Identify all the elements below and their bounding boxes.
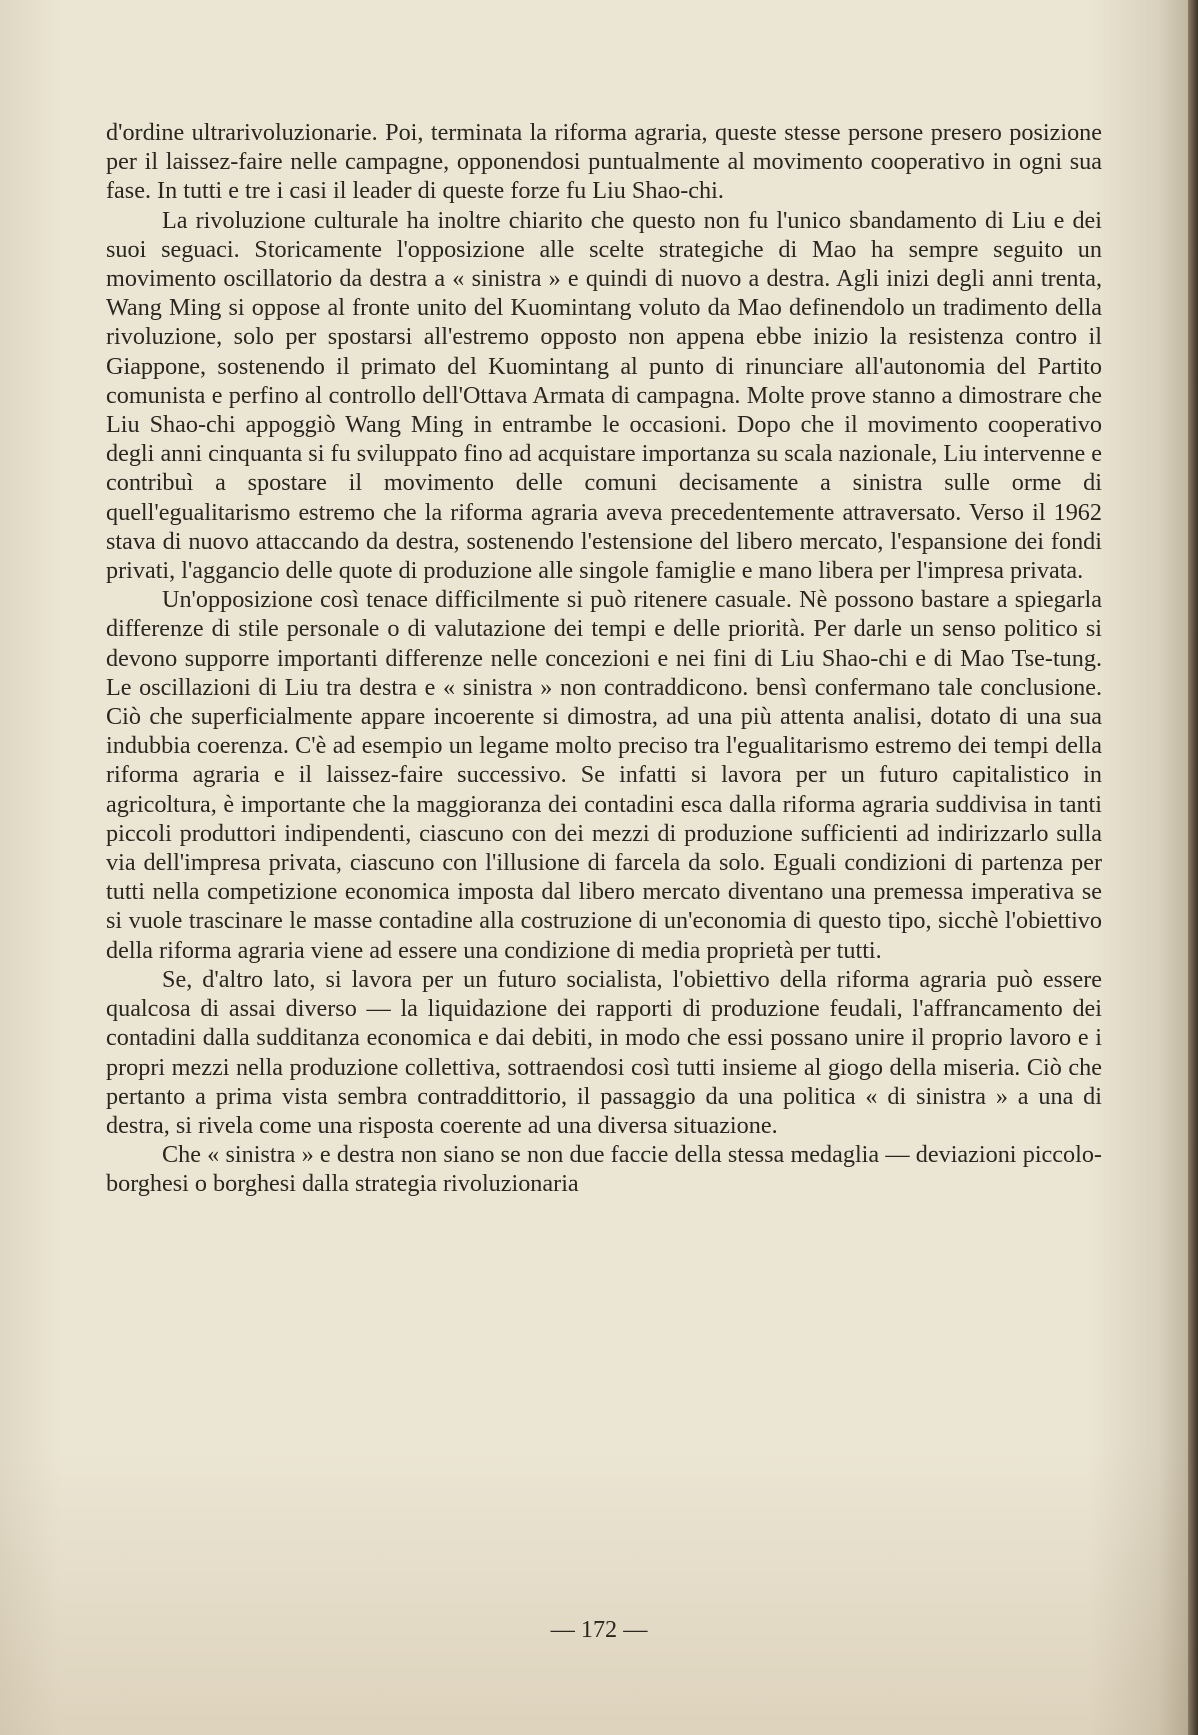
paragraph-2: La rivoluzione culturale ha inoltre chiarito che questo non fu l'unico sbandamento di Liu e dei suoi seguaci. Storicamente l'opposizione alle scelte strategiche di Mao ha sempre seguito un movimento oscillatorio da destra a « sinistra » e quindi di nuovo a destra. Agli inizi degli anni trenta, Wang Ming si oppose al fronte unito del Kuomintang voluto da Mao definendolo un tradimento della rivoluzione, solo per spostarsi all'estremo opposto non appena ebbe inizio la resistenza contro il Giappone, sostenendo il primato del Kuomintang al punto di rinunciare all'autonomia del Partito comunista e perfino al controllo dell'Ottava Armata di campagna. Molte prove stanno a dimostrare che Liu Shao-chi appoggiò Wang Ming in entrambe le occasioni. Dopo che il movimento cooperativo degli anni cinquanta si fu sviluppato fino ad acquistare importanza su scala nazionale, Liu intervenne e contribuì a spostare il movimento delle comuni decisamente a sinistra sulle orme di quell'egualitarismo estremo che la riforma agraria aveva precedentemente attraversato. Verso il 1962 stava di nuovo attaccando da destra, sostenendo l'estensione del libero mercato, l'espansione dei fondi privati, l'aggancio delle quote di produzione alle singole famiglie e mano libera per l'impresa privata. [106,206,1102,585]
paragraph-1: d'ordine ultrarivoluzionarie. Poi, terminata la riforma agraria, queste stesse persone presero posizione per il laissez-faire nelle campagne, opponendosi puntualmente al movimento cooperativo in ogni sua fase. In tutti e tre i casi il leader di queste forze fu Liu Shao-chi. [106,119,1102,205]
page-edge-shadow [1188,0,1198,1735]
body-text [106,118,1102,1199]
page-number: — 172 — [550,1616,648,1643]
paragraph-3: Un'opposizione così tenace difficilmente si può ritenere casuale. Nè possono bastare a spiegarla differenze di stile personale o di valutazione dei tempi e delle priorità. Per darle un senso politico si devono supporre importanti differenze nelle concezioni e nei fini di Liu Shao-chi e di Mao Tse-tung. Le oscillazioni di Liu tra destra e « sinistra » non contraddicono. bensì confermano tale conclusione. Ciò che superficialmente appare incoerente si dimostra, ad una più attenta analisi, dotato di una sua indubbia coerenza. C'è ad esempio un legame molto preciso tra l'egualitarismo estremo dei tempi della riforma agraria e il laissez-faire successivo. Se infatti si lavora per un futuro capitalistico in agricoltura, è importante che la maggioranza dei contadini esca dalla riforma agraria suddivisa in tanti piccoli produttori indipendenti, ciascuno con dei mezzi di produzione sufficienti ad indirizzarlo sulla via dell'impresa privata, ciascuno con l'illusione di farcela da solo. Eguali condizioni di partenza per tutti nella competizione economica imposta dal libero mercato diventano una premessa imperativa se si vuole trascinare le masse contadine alla costruzione di un'economia di questo tipo, sicchè l'obiettivo della riforma agraria viene ad essere una condizione di media proprietà per tutti. [106,586,1102,964]
paragraph-4: Se, d'altro lato, si lavora per un futuro socialista, l'obiettivo della riforma agraria può essere qualcosa di assai diverso — la liquidazione dei rapporti di produzione feudali, l'affrancamento dei contadini dalla sudditanza economica e dai debiti, in modo che essi possano unire il proprio lavoro e i propri mezzi nella produzione collettiva, sottraendosi così tutti insieme al giogo della miseria. Ciò che pertanto a prima vista sembra contraddittorio, il passaggio da una politica « di sinistra » a una di destra, si rivela come una risposta coerente ad una diversa situazione. [106,965,1102,1139]
paragraph-5: Che « sinistra » e destra non siano se non due faccie della stessa medaglia — deviazioni piccolo-borghesi o borghesi dalla strategia rivoluzionaria [106,1141,1102,1198]
